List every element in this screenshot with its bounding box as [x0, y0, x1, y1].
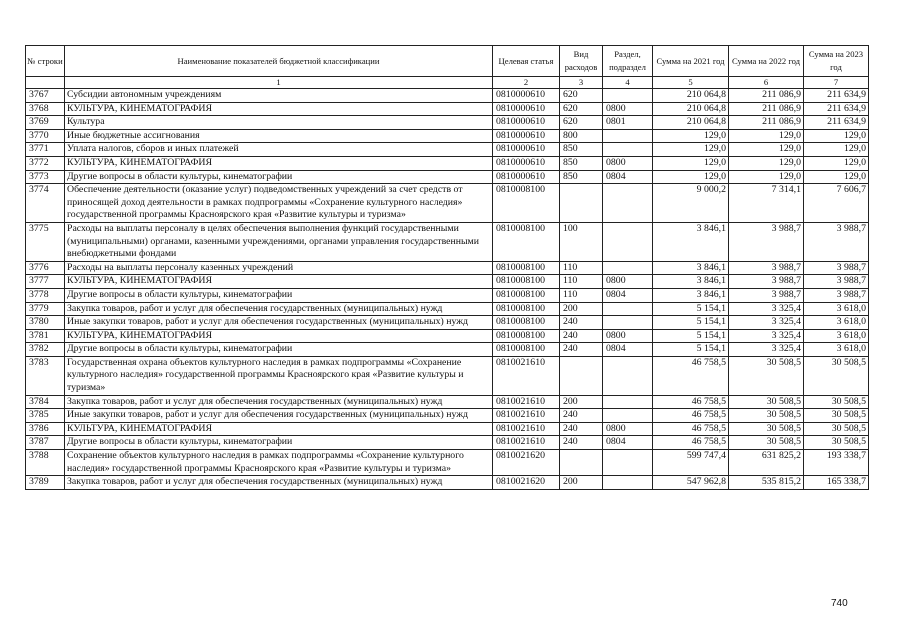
row-number-cell: 3788	[26, 450, 65, 476]
sum-2022-cell: 3 988,7	[729, 275, 804, 289]
row-number-cell: 3779	[26, 302, 65, 316]
row-number-cell: 3782	[26, 343, 65, 357]
sum-2021-cell: 599 747,4	[653, 450, 729, 476]
header-row-number: № строки	[26, 46, 65, 77]
sum-2023-cell: 211 634,9	[804, 89, 869, 103]
sum-2021-cell: 210 064,8	[653, 102, 729, 116]
expense-type-cell: 850	[560, 170, 603, 184]
section-cell	[603, 409, 653, 423]
target-article-cell: 0810021610	[493, 436, 560, 450]
table-row	[26, 316, 869, 330]
table-row	[26, 450, 869, 476]
header-indicator-name: Наименование показателей бюджетной классификации	[65, 46, 493, 77]
sum-2023-cell: 193 338,7	[804, 450, 869, 476]
table-row	[26, 143, 869, 157]
row-number-cell: 3783	[26, 356, 65, 395]
section-cell	[603, 356, 653, 395]
target-article-cell: 0810008100	[493, 343, 560, 357]
row-number-cell: 3789	[26, 476, 65, 490]
column-number: 5	[653, 77, 729, 89]
sum-2023-cell: 3 988,7	[804, 222, 869, 261]
sum-2023-cell: 3 988,7	[804, 275, 869, 289]
indicator-name-cell: Другие вопросы в области культуры, кинематографии	[65, 170, 493, 184]
sum-2021-cell: 46 758,5	[653, 436, 729, 450]
expense-type-cell: 240	[560, 329, 603, 343]
expense-type-cell: 200	[560, 302, 603, 316]
sum-2022-cell: 211 086,9	[729, 116, 804, 130]
sum-2022-cell: 129,0	[729, 170, 804, 184]
expense-type-cell: 240	[560, 316, 603, 330]
section-cell	[603, 302, 653, 316]
section-cell	[603, 222, 653, 261]
row-number-cell: 3773	[26, 170, 65, 184]
target-article-cell: 0810000610	[493, 102, 560, 116]
table-row	[26, 102, 869, 116]
indicator-name-cell: Государственная охрана объектов культурного наследия в рамках подпрограммы «Сохранение культурного наследия» государственной программы Красноярского края «Развитие культуры и туризма»	[65, 356, 493, 395]
row-number-cell: 3778	[26, 288, 65, 302]
row-number-cell: 3767	[26, 89, 65, 103]
indicator-name-cell: Расходы на выплаты персоналу в целях обеспечения выполнения функций государственными (муниципальными) органами, казенными учреждениями, органами управления государственными внебюджетными фондами	[65, 222, 493, 261]
header-sum-2023: Сумма на 2023 год	[804, 46, 869, 77]
section-cell	[603, 476, 653, 490]
row-number-cell: 3774	[26, 184, 65, 223]
row-number-cell: 3777	[26, 275, 65, 289]
table-row	[26, 476, 869, 490]
table-row	[26, 329, 869, 343]
sum-2021-cell: 5 154,1	[653, 316, 729, 330]
expense-type-cell: 240	[560, 343, 603, 357]
section-cell	[603, 184, 653, 223]
row-number-cell: 3768	[26, 102, 65, 116]
target-article-cell: 0810021620	[493, 450, 560, 476]
table-row	[26, 343, 869, 357]
sum-2021-cell: 46 758,5	[653, 422, 729, 436]
sum-2023-cell: 30 508,5	[804, 395, 869, 409]
section-cell: 0801	[603, 116, 653, 130]
section-cell	[603, 129, 653, 143]
table-row	[26, 261, 869, 275]
sum-2023-cell: 129,0	[804, 170, 869, 184]
sum-2022-cell: 7 314,1	[729, 184, 804, 223]
indicator-name-cell: Другие вопросы в области культуры, кинематографии	[65, 343, 493, 357]
indicator-name-cell: КУЛЬТУРА, КИНЕМАТОГРАФИЯ	[65, 275, 493, 289]
sum-2021-cell: 46 758,5	[653, 409, 729, 423]
budget-table-sheet	[25, 45, 869, 490]
table-row	[26, 409, 869, 423]
sum-2022-cell: 30 508,5	[729, 356, 804, 395]
section-cell	[603, 450, 653, 476]
table-row	[26, 89, 869, 103]
column-number: 3	[560, 77, 603, 89]
sum-2021-cell: 5 154,1	[653, 343, 729, 357]
section-cell: 0800	[603, 422, 653, 436]
target-article-cell: 0810008100	[493, 184, 560, 223]
section-cell	[603, 316, 653, 330]
target-article-cell: 0810000610	[493, 143, 560, 157]
sum-2022-cell: 129,0	[729, 156, 804, 170]
indicator-name-cell: Расходы на выплаты персоналу казенных учреждений	[65, 261, 493, 275]
sum-2023-cell: 129,0	[804, 143, 869, 157]
sum-2022-cell: 535 815,2	[729, 476, 804, 490]
expense-type-cell: 620	[560, 89, 603, 103]
indicator-name-cell: Закупка товаров, работ и услуг для обеспечения государственных (муниципальных) нужд	[65, 395, 493, 409]
expense-type-cell: 850	[560, 156, 603, 170]
expense-type-cell: 620	[560, 116, 603, 130]
section-cell: 0800	[603, 156, 653, 170]
sum-2022-cell: 3 325,4	[729, 316, 804, 330]
target-article-cell: 0810008100	[493, 288, 560, 302]
section-cell	[603, 143, 653, 157]
target-article-cell: 0810008100	[493, 261, 560, 275]
header-section: Раздел, подраздел	[603, 46, 653, 77]
sum-2023-cell: 30 508,5	[804, 436, 869, 450]
header-sum-2022: Сумма на 2022 год	[729, 46, 804, 77]
indicator-name-cell: Другие вопросы в области культуры, кинематографии	[65, 436, 493, 450]
expense-type-cell	[560, 184, 603, 223]
section-cell: 0804	[603, 436, 653, 450]
expense-type-cell: 850	[560, 143, 603, 157]
section-cell: 0800	[603, 329, 653, 343]
target-article-cell: 0810008100	[493, 316, 560, 330]
indicator-name-cell: Закупка товаров, работ и услуг для обеспечения государственных (муниципальных) нужд	[65, 302, 493, 316]
sum-2023-cell: 3 618,0	[804, 302, 869, 316]
indicator-name-cell: КУЛЬТУРА, КИНЕМАТОГРАФИЯ	[65, 102, 493, 116]
indicator-name-cell: Другие вопросы в области культуры, кинематографии	[65, 288, 493, 302]
indicator-name-cell: Обеспечение деятельности (оказание услуг) подведомственных учреждений за счет средств от приносящей доход деятельности в рамках подпрограммы «Сохранение культурного наследия» государственной программы Красноярского края «Развитие культуры и туризма»	[65, 184, 493, 223]
target-article-cell: 0810021610	[493, 356, 560, 395]
row-number-cell: 3780	[26, 316, 65, 330]
table-row	[26, 275, 869, 289]
indicator-name-cell: Уплата налогов, сборов и иных платежей	[65, 143, 493, 157]
expense-type-cell: 110	[560, 261, 603, 275]
sum-2023-cell: 30 508,5	[804, 409, 869, 423]
sum-2023-cell: 3 618,0	[804, 343, 869, 357]
table-row	[26, 222, 869, 261]
sum-2022-cell: 3 325,4	[729, 302, 804, 316]
sum-2021-cell: 46 758,5	[653, 395, 729, 409]
row-number-cell: 3787	[26, 436, 65, 450]
indicator-name-cell: Культура	[65, 116, 493, 130]
section-cell	[603, 395, 653, 409]
target-article-cell: 0810008100	[493, 302, 560, 316]
section-cell: 0804	[603, 170, 653, 184]
sum-2021-cell: 5 154,1	[653, 329, 729, 343]
section-cell: 0800	[603, 275, 653, 289]
sum-2023-cell: 3 618,0	[804, 329, 869, 343]
section-cell: 0804	[603, 288, 653, 302]
header-expense-type: Вид расходов	[560, 46, 603, 77]
row-number-cell: 3769	[26, 116, 65, 130]
target-article-cell: 0810021610	[493, 395, 560, 409]
row-number-cell: 3781	[26, 329, 65, 343]
table-row	[26, 302, 869, 316]
indicator-name-cell: Иные закупки товаров, работ и услуг для обеспечения государственных (муниципальных) нужд	[65, 316, 493, 330]
sum-2021-cell: 129,0	[653, 129, 729, 143]
target-article-cell: 0810021610	[493, 422, 560, 436]
sum-2023-cell: 165 338,7	[804, 476, 869, 490]
sum-2023-cell: 211 634,9	[804, 116, 869, 130]
table-row	[26, 170, 869, 184]
sum-2022-cell: 631 825,2	[729, 450, 804, 476]
row-number-cell: 3775	[26, 222, 65, 261]
expense-type-cell: 240	[560, 409, 603, 423]
sum-2021-cell: 5 154,1	[653, 302, 729, 316]
header-target-article: Целевая статья	[493, 46, 560, 77]
sum-2023-cell: 3 618,0	[804, 316, 869, 330]
expense-type-cell: 240	[560, 422, 603, 436]
indicator-name-cell: Субсидии автономным учреждениям	[65, 89, 493, 103]
section-cell	[603, 89, 653, 103]
indicator-name-cell: КУЛЬТУРА, КИНЕМАТОГРАФИЯ	[65, 156, 493, 170]
table-row	[26, 395, 869, 409]
sum-2022-cell: 3 988,7	[729, 288, 804, 302]
target-article-cell: 0810008100	[493, 222, 560, 261]
sum-2022-cell: 3 325,4	[729, 343, 804, 357]
sum-2022-cell: 129,0	[729, 129, 804, 143]
row-number-cell: 3770	[26, 129, 65, 143]
sum-2021-cell: 129,0	[653, 156, 729, 170]
expense-type-cell: 200	[560, 476, 603, 490]
target-article-cell: 0810000610	[493, 116, 560, 130]
section-cell	[603, 261, 653, 275]
indicator-name-cell: Иные бюджетные ассигнования	[65, 129, 493, 143]
target-article-cell: 0810008100	[493, 329, 560, 343]
column-number: 2	[493, 77, 560, 89]
table-row	[26, 356, 869, 395]
sum-2021-cell: 46 758,5	[653, 356, 729, 395]
sum-2023-cell: 3 988,7	[804, 261, 869, 275]
indicator-name-cell: Иные закупки товаров, работ и услуг для обеспечения государственных (муниципальных) нужд	[65, 409, 493, 423]
expense-type-cell	[560, 356, 603, 395]
expense-type-cell: 110	[560, 275, 603, 289]
target-article-cell: 0810021610	[493, 409, 560, 423]
indicator-name-cell: Сохранение объектов культурного наследия в рамках подпрограммы «Сохранение культурного наследия» государственной программы Красноярского края «Развитие культуры и туризма»	[65, 450, 493, 476]
sum-2022-cell: 3 325,4	[729, 329, 804, 343]
sum-2021-cell: 3 846,1	[653, 261, 729, 275]
indicator-name-cell: Закупка товаров, работ и услуг для обеспечения государственных (муниципальных) нужд	[65, 476, 493, 490]
sum-2023-cell: 129,0	[804, 129, 869, 143]
sum-2021-cell: 3 846,1	[653, 222, 729, 261]
expense-type-cell: 100	[560, 222, 603, 261]
sum-2021-cell: 210 064,8	[653, 89, 729, 103]
table-row	[26, 129, 869, 143]
sum-2022-cell: 30 508,5	[729, 409, 804, 423]
sum-2023-cell: 129,0	[804, 156, 869, 170]
target-article-cell: 0810008100	[493, 275, 560, 289]
sum-2022-cell: 3 988,7	[729, 222, 804, 261]
sum-2021-cell: 9 000,2	[653, 184, 729, 223]
row-number-cell: 3771	[26, 143, 65, 157]
sum-2022-cell: 211 086,9	[729, 89, 804, 103]
table-row	[26, 156, 869, 170]
table-row	[26, 184, 869, 223]
sum-2023-cell: 7 606,7	[804, 184, 869, 223]
target-article-cell: 0810000610	[493, 156, 560, 170]
row-number-cell: 3784	[26, 395, 65, 409]
indicator-name-cell: КУЛЬТУРА, КИНЕМАТОГРАФИЯ	[65, 329, 493, 343]
column-number	[26, 77, 65, 89]
table-row	[26, 422, 869, 436]
row-number-cell: 3776	[26, 261, 65, 275]
sum-2022-cell: 30 508,5	[729, 422, 804, 436]
column-number: 1	[65, 77, 493, 89]
sum-2023-cell: 30 508,5	[804, 356, 869, 395]
sum-2021-cell: 3 846,1	[653, 288, 729, 302]
sum-2022-cell: 129,0	[729, 143, 804, 157]
table-row	[26, 116, 869, 130]
sum-2021-cell: 210 064,8	[653, 116, 729, 130]
sum-2022-cell: 211 086,9	[729, 102, 804, 116]
header-sum-2021: Сумма на 2021 год	[653, 46, 729, 77]
sum-2021-cell: 129,0	[653, 143, 729, 157]
expense-type-cell: 240	[560, 436, 603, 450]
column-number: 4	[603, 77, 653, 89]
sum-2021-cell: 547 962,8	[653, 476, 729, 490]
table-header-row	[26, 46, 869, 77]
row-number-cell: 3786	[26, 422, 65, 436]
column-number: 7	[804, 77, 869, 89]
sum-2022-cell: 30 508,5	[729, 395, 804, 409]
indicator-name-cell: КУЛЬТУРА, КИНЕМАТОГРАФИЯ	[65, 422, 493, 436]
sum-2021-cell: 3 846,1	[653, 275, 729, 289]
target-article-cell: 0810000610	[493, 170, 560, 184]
sum-2023-cell: 30 508,5	[804, 422, 869, 436]
column-number-row	[26, 77, 869, 89]
expense-type-cell: 200	[560, 395, 603, 409]
table-row	[26, 436, 869, 450]
expense-type-cell: 620	[560, 102, 603, 116]
budget-table	[25, 45, 869, 490]
target-article-cell: 0810000610	[493, 129, 560, 143]
sum-2022-cell: 30 508,5	[729, 436, 804, 450]
column-number: 6	[729, 77, 804, 89]
sum-2021-cell: 129,0	[653, 170, 729, 184]
section-cell: 0800	[603, 102, 653, 116]
target-article-cell: 0810000610	[493, 89, 560, 103]
row-number-cell: 3772	[26, 156, 65, 170]
sum-2023-cell: 3 988,7	[804, 288, 869, 302]
target-article-cell: 0810021620	[493, 476, 560, 490]
expense-type-cell	[560, 450, 603, 476]
sum-2023-cell: 211 634,9	[804, 102, 869, 116]
expense-type-cell: 110	[560, 288, 603, 302]
expense-type-cell: 800	[560, 129, 603, 143]
sum-2022-cell: 3 988,7	[729, 261, 804, 275]
section-cell: 0804	[603, 343, 653, 357]
table-row	[26, 288, 869, 302]
row-number-cell: 3785	[26, 409, 65, 423]
page-number: 740	[831, 598, 848, 609]
